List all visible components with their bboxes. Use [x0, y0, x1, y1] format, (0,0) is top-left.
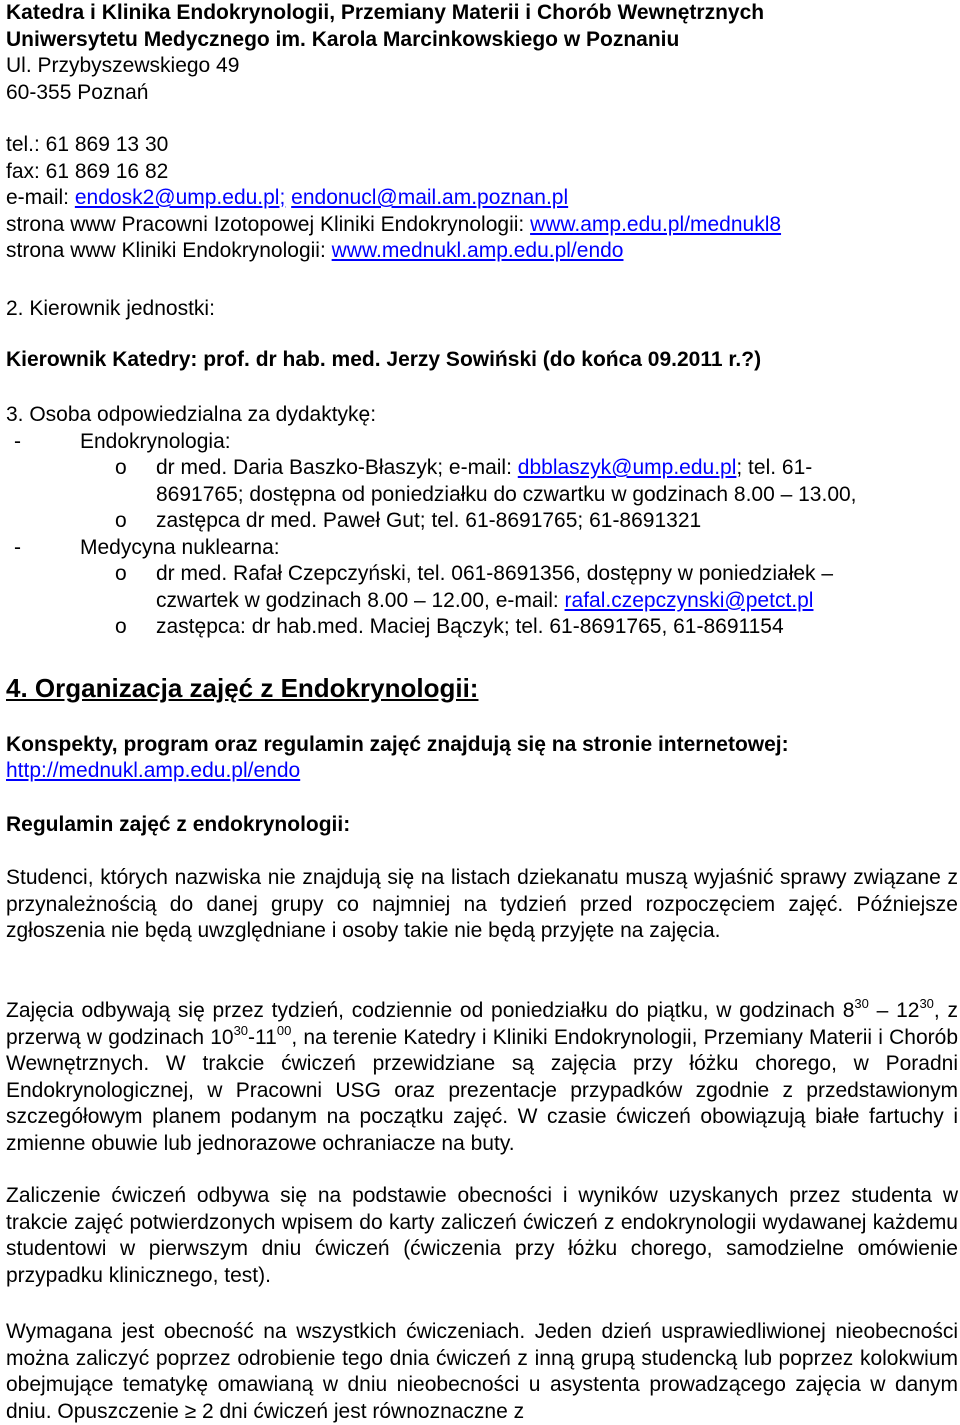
endocrinology-text: Endokrynologia: — [80, 429, 231, 453]
endocrinology-person-1 — [6, 455, 958, 482]
nuclear-person-1-hours: czwartek w godzinach 8.00 – 12.00, e-mail: — [156, 588, 565, 612]
person-1-text: dr med. Daria Baszko-Błaszyk; e-mail: — [156, 456, 518, 479]
email-line — [6, 185, 958, 212]
email-link-endosk[interactable]: endosk2@ump.edu.pl; — [74, 186, 286, 209]
nuclear-person-1-text: dr med. Rafał Czepczyński, tel. 061-8691356, dostępny w poniedziałek – — [156, 562, 834, 585]
list-bullet: o — [115, 509, 127, 532]
phone-number: tel.: 61 869 13 30 — [6, 133, 169, 156]
website-isotope-line — [6, 212, 958, 239]
website-isotope-label: strona www Pracowni Izotopowej Kliniki Endokrynologii: — [6, 212, 531, 236]
endocrinology-person-1-cont: 8691765; dostępna od poniedziałku do czwartku w godzinach 8.00 – 13.00, — [156, 482, 857, 506]
section-4-heading: 4. Organizacja zajęć z Endokrynologii: — [6, 673, 479, 703]
nuclear-person-1 — [6, 561, 958, 588]
person-1-tel: ; tel. 61- — [736, 456, 813, 479]
dash-bullet: - — [14, 429, 21, 453]
schedule-sup: 30 — [854, 996, 869, 1011]
schedule-sup: 00 — [276, 1022, 292, 1038]
department-head: Kierownik Katedry: prof. dr hab. med. Jerzy Sowiński (do końca 09.2011 r.?) — [6, 348, 762, 371]
institution-header — [6, 0, 958, 106]
schedule-text-d: -11 — [248, 1025, 277, 1049]
schedule-text-e: , na terenie Katedry i Kliniki Endokrynologii, Przemiany Materii i Chorób Wewnętrznych. W trakcie ćwiczeń przewidziane są zajęcia przy łóżku chorego, w Poradni Endokrynologicznej, w Pracowni USG oraz prezentacje przypadków zgodnie z przedstawionym szczegółowym planem podanym na początku zajęć. W czasie ćwiczeń obowiązują białe fartuchy i zmienne obuwie lub jednorazowe ochraniacze na buty. — [6, 1025, 958, 1155]
list-bullet: o — [115, 562, 127, 585]
konspekty-link-line — [6, 758, 300, 785]
email-link-endonucl[interactable]: endonucl@mail.am.poznan.pl — [291, 186, 569, 209]
schedule-sup: 30 — [233, 1022, 249, 1038]
nuclear-person-2-text: zastępca: dr hab.med. Maciej Bączyk; tel. 61-8691765, 61-8691154 — [156, 615, 784, 638]
email-label: e-mail: — [6, 186, 75, 209]
person-2-text: zastępca dr med. Paweł Gut; tel. 61-8691765; 61-8691321 — [156, 509, 702, 532]
email-link-dbblaszyk[interactable]: dbblaszyk@ump.edu.pl — [517, 456, 737, 479]
institution-name-line1: Katedra i Klinika Endokrynologii, Przemiany Materii i Chorób Wewnętrznych — [6, 1, 765, 24]
postal-address: 60-355 Poznań — [6, 80, 149, 104]
website-clinic-link[interactable]: www.mednukl.amp.edu.pl/endo — [331, 239, 624, 262]
institution-name-line2: Uniwersytetu Medycznego im. Karola Marcinkowskiego w Poznaniu — [6, 27, 680, 51]
regulamin-heading: Regulamin zajęć z endokrynologii: — [6, 813, 351, 836]
email-link-czepczynski[interactable]: rafal.czepczynski@petct.pl — [564, 588, 814, 612]
schedule-text-c: , z przerwą w godzinach 10 — [6, 999, 958, 1049]
section-3-heading: 3. Osoba odpowiedzialna za dydaktykę: — [6, 403, 377, 426]
endocrinology-label — [6, 429, 958, 456]
website-clinic-line — [6, 238, 958, 265]
schedule-sup: 30 — [919, 996, 934, 1011]
paragraph-credit: Zaliczenie ćwiczeń odbywa się na podstawie obecności i wyników uzyskanych przez studenta w trakcie zajęć potwierdzonych wpisem do karty zaliczeń ćwiczeń z endokrynologii wydawanej każdemu studentowi w pierwszym dniu ćwiczeń (ćwiczenia przy łóżku chorego, samodzielne omówienie przypadku klinicznego, test). — [6, 1184, 958, 1287]
contact-block — [6, 132, 958, 265]
nuclear-medicine-label — [6, 535, 958, 562]
section-3 — [6, 402, 958, 641]
website-clinic-label: strona www Kliniki Endokrynologii: — [6, 239, 332, 262]
dash-bullet: - — [14, 535, 21, 559]
nuclear-person-1-cont — [6, 588, 958, 615]
paragraph-attendance: Wymagana jest obecność na wszystkich ćwiczeniach. Jeden dzień usprawiedliwionej nieobecności można zaliczyć poprzez odrobienie tego dnia ćwiczeń z inną grupą studencką lub poprzez kolokwium obejmujące tematykę omawianą w dniu nieobecności u asystenta prowadzącego zajęcia w danym dniu. Opuszczenie ≥ 2 dni ćwiczeń jest równoznaczne z — [6, 1320, 958, 1423]
fax-number: fax: 61 869 16 82 — [6, 159, 169, 183]
paragraph-schedule — [6, 998, 958, 1157]
endocrinology-person-2 — [6, 508, 958, 535]
schedule-text-a: Zajęcia odbywają się przez tydzień, codziennie od poniedziałku do piątku, w godzinach 8 — [6, 999, 855, 1022]
list-bullet: o — [115, 615, 127, 638]
schedule-text-b: – 12 — [868, 999, 920, 1022]
list-bullet: o — [115, 456, 127, 479]
street-address: Ul. Przybyszewskiego 49 — [6, 54, 240, 77]
section-2-heading: 2. Kierownik jednostki: — [6, 297, 215, 320]
paragraph-registration: Studenci, których nazwiska nie znajdują się na listach dziekanatu muszą wyjaśnić sprawy związane z przynależnością do danej grupy co najmniej na tydzień przed rozpoczęciem zajęć. Późniejsze zgłoszenia nie będą uwzględniane i osoby takie nie będą przyjęte na zajęcia. — [6, 866, 958, 942]
nuclear-person-2 — [6, 614, 958, 641]
konspekty-text: Konspekty, program oraz regulamin zajęć znajdują się na stronie internetowej: — [6, 733, 789, 756]
website-isotope-link[interactable]: www.amp.edu.pl/mednukl8 — [530, 212, 782, 236]
nuclear-medicine-text: Medycyna nuklearna: — [80, 535, 280, 559]
course-website-link[interactable]: http://mednukl.amp.edu.pl/endo — [6, 759, 301, 782]
